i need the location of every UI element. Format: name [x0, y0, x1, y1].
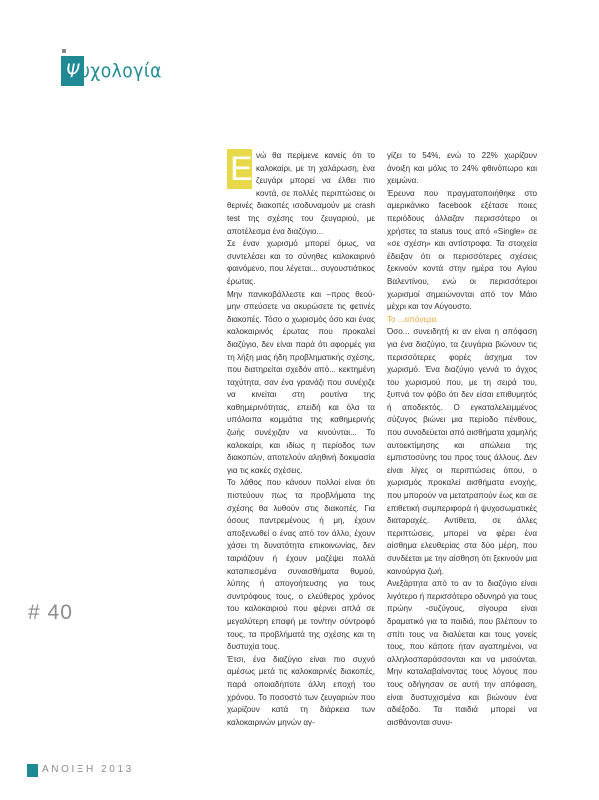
article-column-right [387, 150, 537, 729]
drop-cap-letter: Ε [230, 150, 253, 188]
section-title-first-letter: Ψ [66, 60, 80, 82]
section-title-rest: υχολογία [79, 60, 162, 82]
issue-label: ΑΝΟΙΞΗ 2013 [42, 764, 134, 775]
article-paragraph: Έρευνα που πραγματοποιήθηκε στο αμερικάνικο facebook εξέτασε ποιες περιόδους άλλαζαν περισσότερο οι χρήστες τα status τους από «Single» σε «σε σχέση» και αντίστροφα. Τα στοιχεία έδειξαν ότι οι περισσότερες σχέσεις ξεκινούν κοντά στην ημέρα του Αγίου Βαλεντίνου, ενώ οι περισσότεροι χωρισμοί σημειώνονται από τον Μάιο μέχρι και τον Αύγουστο. [387, 188, 537, 312]
article-column-left [227, 150, 375, 729]
page-number: # 40 [28, 601, 73, 624]
article-paragraph: Το λάθος που κάνουν πολλοί είναι ότι πιστεύουν πως τα προβλήματα της σχέσης θα λυθούν στις διακοπές. Για όσους παντρεμένους ή μη, έχουν αποξενωθεί ο ένας από τον άλλο, έχουν χάσει τη δυνατότητα επικοινωνίας, δεν ταιριάζουν ή έχουν μαζέψει πολλά καταπιεσμένα συναισθήματα θυμού, λύπης ή απογοήτευσης για τους συντρόφους τους, ο ελεύθερος χρόνος του καλοκαιριού που φέρνει απλά σε μεγαλύτερη επαφή με τον/την σύντροφό τους, τα προβλήματά της σχέσης και τη δυστυχία τους. [227, 478, 375, 652]
article-paragraph: Σε έναν χωρισμό μπορεί όμως, να συντελέσει και το σύνηθες καλοκαιρινό φαινόμενο, που λέγεται... συγουστιάτικος έρωτας. [227, 239, 375, 286]
footer-accent-block [27, 764, 38, 777]
article-paragraph: Έτσι, ένα διαζύγιο είναι πιο συχνό αμέσως μετά τις καλοκαιρινές διακοπές, παρά οποιαδήποτε άλλη εποχή του χρόνου. Το ποσοστό των ζευγαριών που χωρίζουν κατά τη διάρκεια των καλοκαιρινών μηνών αγ- [227, 654, 375, 727]
section-title [66, 60, 162, 82]
article-paragraph: Ανεξάρτητα από το αν το διαζύγιο είναι λιγότερο ή περισσότερο οδυνηρό για τους πρώην -συζύγους, σίγουρα είναι δραματικό για τα παιδιά, που βλέπουν το σπίτι τους να διαλύεται και τους γονείς τους, που κάποτε ήταν αγαπημένοι, να αλληλοσπαράσσονται και να μισούνται. Μην καταλαβαίνοντας τους λόγους που τους οδήγησαν σε αυτή την απόφαση, είναι δυστυχισμένα και βιώνουν ένα αδιέξοδο. Τα παιδιά μπορεί να αισθάνονται συνυ- [387, 579, 537, 727]
section-marker-dot [62, 49, 66, 53]
article-paragraph: Όσο... συνειδητή κι αν είναι η απόφαση για ένα διαζύγιο, τα ζευγάρια βιώνουν τις περισσότερες φορές άσχημα τον χωρισμό. Ένα διαζύγιο γεννά το άγχος του χωρισμού που, με τη σειρά του, ξυπνά τον φόβο ότι δεν είσαι επιθυμητός ή αποδεκτός. Ο εγκαταλελειμμένος σύζυγος βιώνει μια περίοδο πένθους, που συνοδεύεται από αισθήματα χαμηλής αυτοεκτίμησης και απώλεια της εμπιστοσύνης του προς τους άλλους. Δεν είναι λίγες οι περιπτώσεις όπου, ο χωρισμός προκαλεί αισθήματα ενοχής, που μπορούν να μετατραπούν έως και σε επιθετική συμπεριφορά ή ψυχοσωματικές διαταραχές. Αντίθετα, σε άλλες περιπτώσεις, μπορεί να φέρει ένα αίσθημα ελευθερίας στα δύο μέρη, που συνδέεται με την αίσθηση ότι ξεκινούν μια καινούργια ζωή. [387, 327, 537, 576]
article-paragraph: Μην πανικοβάλλεστε και –προς θεού- μην σπεύσετε να ακυρώσετε τις φετινές διακοπές. Τόσο ο χωρισμός όσο και ένας καλοκαιρινός έρωτας που προκαλεί διαζύγιο, δεν είναι παρά ότι αφορμές για τη λήξη μιας ήδη προβληματικής σχέσης, που διατηρείται σχεδόν από... κεκτημένη ταχύτητα, σαν ένα γρανάζι που συνέχιζε να κινείται στη ρουτίνα της καθημερινότητας, επειδή και όλα τα υπόλοιπα κομμάτια της καθημερινής ζωής συνέχιζαν να κινούνται... Το καλοκαίρι, και ιδίως η περίοδος των διακοπών, αποτελούν αληθινή δοκιμασία για τις κακές σχέσεις. [227, 289, 375, 475]
section-header [61, 56, 162, 86]
article-subheading: Το ...απόνερα [387, 314, 437, 324]
article-paragraph: νώ θα περίμενε κανείς ότι το καλοκαίρι, με τη χαλάρωση, ένα ζευγάρι μπορεί να έλθει πιο κοντά, σε πολλές περιπτώσεις οι θερινές διακοπές ισοδυναμούν με crash test της σχέσης του ζευγαριού, με αποτέλεσμα ένα διαζύγιο... [227, 151, 375, 236]
article-paragraph: γίζει το 54%, ενώ το 22% χωρίζουν άνοιξη και μόλις το 24% φθινόπωρο και χειμώνα. [387, 151, 537, 186]
drop-cap [227, 149, 252, 189]
